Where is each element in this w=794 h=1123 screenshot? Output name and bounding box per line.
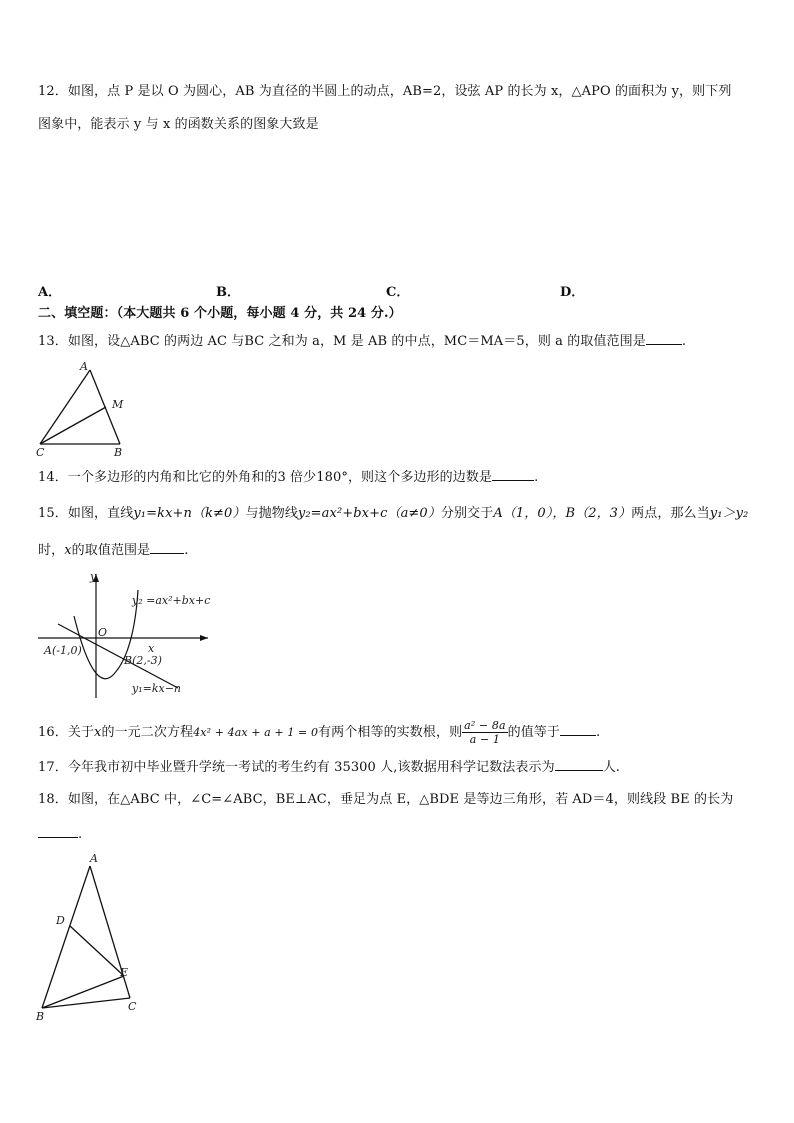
q15-line2	[38, 541, 762, 560]
q17-end: 人.	[602, 760, 621, 775]
q15-y2-label: y₂ =ax²+bx+c	[132, 594, 211, 607]
q15-prompt: 的取值范围是	[71, 543, 151, 558]
q13-text	[38, 332, 762, 351]
q18-triangle-figure	[34, 848, 144, 1024]
q16-post: 的值等于	[507, 725, 561, 740]
q12-option-b: B．	[216, 285, 240, 300]
q15-y1-label: y₁=kx−n	[132, 682, 182, 695]
q16-mid2: 有两个相等的实数根，则	[318, 725, 463, 740]
q16-fraction	[462, 719, 507, 746]
q12-option-c: C．	[386, 285, 410, 300]
q15-condition: y₁＞y₂	[709, 506, 749, 521]
q15-mid: 与抛物线	[245, 506, 298, 521]
q15-end: .	[184, 543, 189, 558]
q15-axis-x: x	[148, 642, 155, 655]
q15-origin: O	[98, 626, 108, 639]
q12-line2: 图象中，能表示 y 与 x 的函数关系的图象大致是	[38, 117, 319, 132]
q13-label-c: C	[36, 446, 45, 458]
q13-triangle-figure	[34, 358, 130, 458]
q13-label-b: B	[114, 446, 123, 458]
q14-prompt: 14．一个多边形的内角和比它的外角和的3 倍少180°，则这个多边形的边数是	[38, 470, 493, 485]
q15-points: A（1，0），B（2，3）	[493, 506, 632, 521]
q18-label-e: E	[120, 966, 129, 979]
q15-mid2: 分别交于	[440, 506, 494, 521]
q15-post: 两点，那么当	[631, 506, 710, 521]
q15-line-equation: y₁=kx+n（k≠0）	[133, 506, 246, 521]
q15-parabola-equation: y₂=ax²+bx+c（a≠0）	[297, 506, 441, 521]
q18-end: .	[78, 827, 83, 842]
q13-prompt: 13．如图，设△ABC 的两边 AC 与BC 之和为 a，M 是 AB 的中点，MC＝MA＝5，则 a 的取值范围是	[38, 334, 646, 349]
q15-point-a: A(-1,0)	[44, 644, 82, 657]
q18-answer-blank	[38, 825, 78, 838]
q16-var: x	[94, 725, 102, 740]
q18-label-c: C	[128, 1000, 137, 1013]
q15-line2-var: x	[64, 543, 72, 558]
section-fill-in-header: 二、填空题：（本大题共 6 个小题，每小题 4 分，共 24 分.）	[38, 306, 402, 321]
q18-label-d: D	[56, 914, 65, 927]
q12-option-d: D．	[560, 285, 585, 300]
q14-text	[38, 468, 762, 487]
q18-line2	[38, 825, 762, 844]
q13-end: .	[681, 334, 687, 349]
q16-equation: 4x² + 4ax + a + 1 = 0	[193, 726, 319, 739]
q16-text	[38, 718, 762, 748]
q16-mid: 的一元二次方程	[101, 725, 194, 740]
q16-answer-blank	[560, 723, 596, 736]
q18-label-b: B	[36, 1010, 45, 1023]
q16-denominator: a − 1	[469, 733, 501, 746]
q14-answer-blank	[492, 468, 534, 481]
q15-line2-pre: 时，	[38, 543, 65, 558]
q13-label-a: A	[80, 360, 88, 373]
q15-pre: 15．如图，直线	[38, 506, 134, 521]
q12-option-a: A．	[38, 285, 62, 300]
q16-end: .	[596, 725, 601, 740]
q13-label-m: M	[112, 398, 124, 411]
q17-text	[38, 758, 762, 777]
q13-answer-blank	[646, 332, 682, 345]
q15-graph-figure	[34, 566, 234, 702]
q15-point-b: B(2,-3)	[124, 654, 162, 667]
q17-answer-blank	[555, 758, 603, 771]
q12-line1: 12．如图，点 P 是以 O 为圆心，AB 为直径的半圆上的动点，AB=2，设弦 AP 的长为 x，△APO 的面积为 y，则下列	[38, 84, 732, 99]
q14-end: .	[534, 470, 539, 485]
q15-answer-blank	[150, 541, 184, 554]
q16-numerator: a² − 8a	[464, 719, 506, 732]
q15-line1	[38, 505, 762, 523]
q15-axis-y: y	[90, 570, 97, 583]
q16-pre: 16．关于	[38, 725, 95, 740]
q17-prompt: 17．今年我市初中毕业暨升学统一考试的考生约有 35300 人,该数据用科学记数法表示为	[38, 760, 555, 775]
q18-label-a: A	[90, 852, 98, 865]
q18-text: 18．如图，在△ABC 中，∠C=∠ABC，BE⊥AC，垂足为点 E，△BDE 是等边三角形，若 AD＝4，则线段 BE 的长为	[38, 792, 734, 807]
